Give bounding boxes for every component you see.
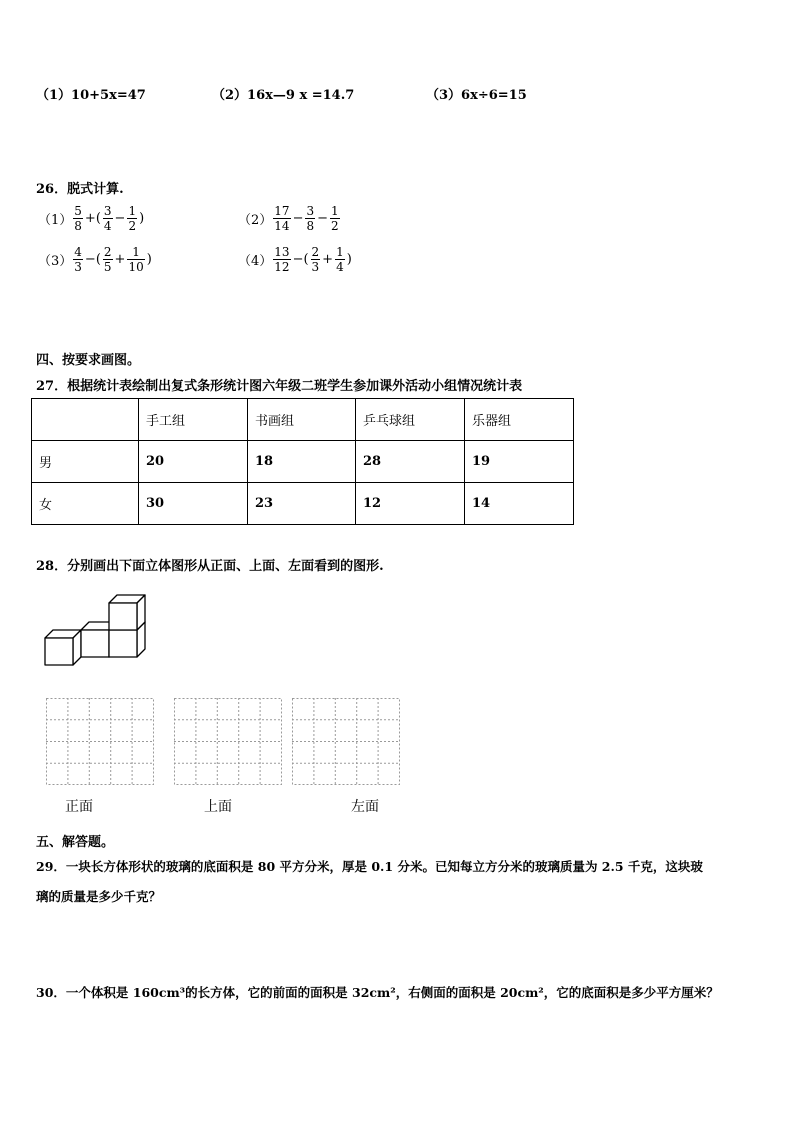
- fraction: $\frac{13}{12}$: [274, 245, 290, 274]
- fraction: $\frac{5}{8}$: [74, 204, 82, 233]
- operator: ): [139, 211, 145, 226]
- fraction: $\frac{4}{3}$: [74, 245, 82, 274]
- table-cell: 20: [139, 441, 248, 483]
- table-cell: 12: [356, 483, 465, 525]
- cube-4-front: [109, 603, 137, 630]
- cube-3-front: [109, 630, 137, 657]
- front-view-label: 正面: [65, 799, 93, 815]
- operator: ): [146, 252, 152, 267]
- table-header-cell: 乒乓球组: [356, 399, 465, 441]
- fraction: $\frac{17}{14}$: [274, 204, 290, 233]
- table-cell: 18: [248, 441, 356, 483]
- q30-text: 30．一个体积是 160cm³的长方体，它的前面的面积是 32cm²，右侧面的面积是 20cm²，它的底面积是多少平方厘米？: [36, 985, 719, 1000]
- q26-expr-1: [38, 204, 145, 233]
- top-view-label: 上面: [204, 799, 232, 815]
- fraction: $\frac{1}{10}$: [128, 245, 144, 274]
- operator: +(: [84, 211, 101, 226]
- section-5-heading: 五、解答题。: [36, 835, 115, 850]
- q26-item-number: （4）: [238, 254, 273, 269]
- table-row-label: 女: [32, 483, 139, 525]
- q29-text-line-1: 29．一块长方体形状的玻璃的底面积是 80 平方分米，厚是 0.1 分米。已知每立方分米的玻璃质量为 2.5 千克，这块玻: [36, 859, 703, 874]
- fraction: $\frac{1}{2}$: [331, 204, 339, 233]
- fraction: $\frac{3}{4}$: [103, 204, 112, 233]
- table-header-cell: 手工组: [139, 399, 248, 441]
- operator: −: [317, 211, 329, 226]
- q26-title: 26．脱式计算.: [36, 182, 124, 197]
- table-row-label: 男: [32, 441, 139, 483]
- q26-expr-4: [238, 245, 353, 274]
- table-cell: 19: [465, 441, 574, 483]
- operator: ): [346, 252, 352, 267]
- fraction: $\frac{1}{2}$: [128, 204, 137, 233]
- table-row: [32, 483, 574, 525]
- cube-2-front: [81, 630, 109, 657]
- equation-3: （3）6x÷6=15: [426, 88, 527, 103]
- fraction: $\frac{2}{3}$: [311, 245, 320, 274]
- operator: −(: [292, 252, 309, 267]
- table-header-cell: 书画组: [248, 399, 356, 441]
- table-header-cell: 乐器组: [465, 399, 574, 441]
- section-4-heading: 四、按要求画图。: [36, 353, 141, 368]
- q26-expr-2: [238, 204, 343, 233]
- operator: −(: [84, 252, 101, 267]
- cube-1-front: [45, 638, 73, 665]
- q26-item-number: （3）: [38, 254, 73, 269]
- table-cell: 28: [356, 441, 465, 483]
- table-header-row: [32, 399, 574, 441]
- cube-stack-figure: [40, 588, 152, 670]
- operator: +: [114, 252, 126, 267]
- operator: −: [292, 211, 304, 226]
- q26-item-number: （1）: [38, 213, 73, 228]
- top-view-grid: [174, 698, 282, 785]
- left-view-grid: [292, 698, 400, 785]
- table-cell: [32, 399, 139, 441]
- q28-title: 28．分别画出下面立体图形从正面、上面、左面看到的图形.: [36, 559, 384, 574]
- table-cell: 23: [248, 483, 356, 525]
- table-row: [32, 441, 574, 483]
- fraction: $\frac{3}{8}$: [306, 204, 315, 233]
- q29-text-line-2: 璃的质量是多少千克？: [36, 889, 162, 904]
- operator: −: [114, 211, 126, 226]
- equation-2: （2）16x—9 x =14.7: [212, 88, 355, 103]
- equation-1: （1）10+5x=47: [36, 88, 146, 103]
- front-view-grid: [46, 698, 154, 785]
- q27-title: 27．根据统计表绘制出复式条形统计图六年级二班学生参加课外活动小组情况统计表: [36, 379, 523, 394]
- left-view-label: 左面: [351, 799, 379, 815]
- statistics-table: [31, 398, 574, 525]
- fraction: $\frac{2}{5}$: [103, 245, 112, 274]
- operator: +: [322, 252, 334, 267]
- q26-item-number: （2）: [238, 213, 273, 228]
- table-cell: 14: [465, 483, 574, 525]
- table-cell: 30: [139, 483, 248, 525]
- fraction: $\frac{1}{4}$: [336, 245, 344, 274]
- q26-expr-3: [38, 245, 153, 274]
